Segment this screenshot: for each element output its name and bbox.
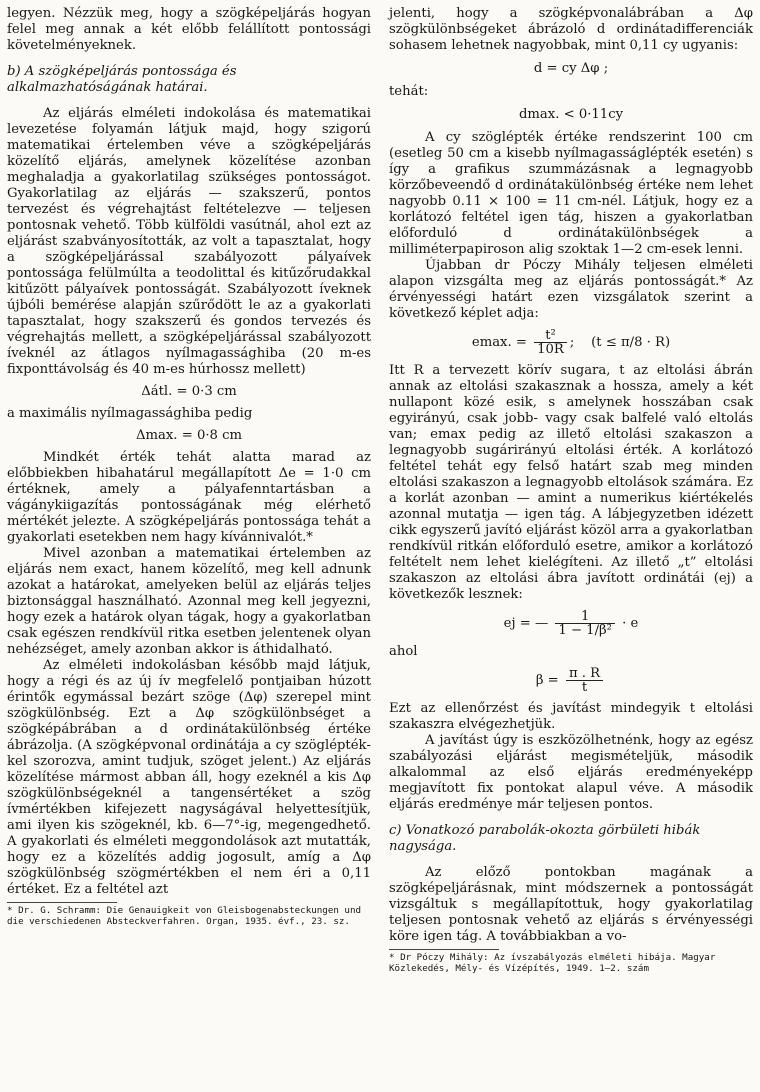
footnote-divider (7, 902, 117, 903)
ej-fraction (555, 610, 615, 637)
paragraph-definitions: Itt R a tervezett körív sugara, t az eltolási ábrán annak az eltolási szakasznak a hossza, amely a két nullapont közé esik, s amelynek hosszában csak egyirányú, csak jobb- vagy csak balfelé való eltolás van; emax pedig az illető eltolási szakaszon a legnagyobb sugárirányú eltolási érték. A korlátozó feltétel tehát egy felső határt szab meg minden eltolási szakaszon a legnagyobb eltolások számára. Ez a korlát azonban — amint a numerikus kiértékelés azonnal mutatja — igen tág. A lábjegyzetben idézett cikk egyszerű javító eljárást közöl arra a gyakorlatban rendkívül ritkán előforduló esetre, amikor a korlátozó feltételt nem lehet kielégíteni. Az illető „t” eltolási szakaszon az eltolási ábra javított ordinátái (ej) a következők lesznek: (389, 363, 753, 602)
equation-emax: emax. = $\frac{\text{t²}}{10R}$ ; (t ≤ π/8 · R) (471, 328, 671, 357)
paragraph-check: Ezt az ellenőrzést és javítást mindegyik t eltolási szakaszra elvégezhetjük. (389, 701, 753, 732)
paragraph-scale: A cy szöglépték értéke rendszerint 100 cm (esetleg 50 cm a kisebb nyílmagasságlépték esetén) s így a grafikus szummázásnak a legnagyobb körzőbeveendő d ordinátakülönbség értéke nem lehet nagyobb 0.11 ⨯ 100 = 11 cm-nél. Látjuk, hogy ez a korlátozó feltétel igen tág, hiszen a gyakorlatban előforduló d ordinátakülönbségek a milliméterpapiroson alig szoktak 1—2 cm-esek lenni. (389, 130, 753, 257)
paragraph-angle-difference: Az elméleti indokolásban később majd látjuk, hogy a régi és az új ív megfelelő pontjaiban húzott érintők egymással bezárt szöge (Δφ) szerepel mint szögkülönbség. Ezt a Δφ szögkülönbséget a szögképábrában a d ordinátakülönbség értéke ábrázolja. (A szögképvonal ordinátája a cy szögléptékkel szorozva, amint tudjuk, szöget jelent.) Az eljárás közelítése mármost abban áll, hogy ezeknél a kis Δφ szögkülönbségeknél a tangensértéket a szög ívmértékben kifejezett nagyságával helyettesítjük, ami ilyen kis szögeknél, kb. 6—7°-ig, megengedhető. A gyakorlati és elméleti meggondolások azt mutatták, hogy ez a közelítés addig jogosult, amíg a Δφ szögkülönbség szögmértékben el nem éri a 0,11 értéket. Ez a feltétel azt (7, 658, 371, 897)
paragraph-both-values: Mindkét érték tehát alatta marad az előbbiekben hibahatárul megállapított Δe = 1·0 cm értéknek, amely a pályafenntartásban a vágánykiigazítás pontosságának még elérhető mértékét jelezte. A szögképeljárás pontossága tehát a gyakorlati esetekben nem hagy kívánnivalót.* (7, 450, 371, 545)
paragraph-continuation: jelenti, hogy a szögképvonalábrában a Δφ szögkülönbségeket ábrázoló d ordinátadifferenciák sohasem lehetnek nagyobbak, mint 0,11 cy ugyanis: (389, 6, 753, 53)
footnote-divider (389, 949, 499, 950)
emax-lhs: emax. = (471, 335, 527, 350)
ej-rhs: · e (622, 616, 639, 631)
footnote-poczy: * Dr Póczy Mihály: Az ívszabályozás elméleti hibája. Magyar Közlekedés, Mély- és Vízépítés, 1949. 1—2. szám (389, 952, 716, 974)
paragraph-repeat: A javítást úgy is eszközölhetnénk, hogy az egész szabályozási eljárást megismételjük, második alkalommal az első eljárás eredményeképp megjavított fix pontokat alapul véve. A második eljárás eredménye már teljesen pontos. (389, 733, 753, 812)
paragraph-previous-points: Az előző pontokban magának a szögképeljárásnak, mint módszernek a pontosságát vizsgáltuk s megállapítottuk, hogy gyakorlatilag teljesen pontosnak vehető az eljárás s érvényességi köre igen tág. A továbbiakban a vo- (389, 865, 753, 944)
paragraph-poczy: Újabban dr Póczy Mihály teljesen elméleti alapon vizsgálta meg az eljárás pontosságát.* Az érvényességi határt ezen vizsgálatok szerint a következő képlet adja: (389, 258, 753, 321)
word-ahol: ahol (389, 644, 418, 659)
intro-paragraph: legyen. Nézzük meg, hogy a szögképeljárás hogyan felel meg annak a két előbb felállított pontossági követelményeknek. (7, 6, 371, 53)
right-column (389, 6, 753, 974)
beta-fraction (566, 667, 603, 694)
paragraph-limits: Mivel azonban a matematikai értelemben az eljárás nem exact, hanem közelítő, meg kell adnunk azokat a határokat, amelyeken belül az eljárás teljes biztonsággal használható. Azonnal meg kell jegyezni, hogy ezek a határok olyan tágak, hogy a gyakorlatban csak egészen rendkívül ritka esetben jelentenek olyan nehézséget, amely azonban akkor is áthidalható. (7, 546, 371, 657)
left-column (7, 6, 371, 927)
word-tehat: tehát: (389, 84, 429, 99)
equation-beta (389, 667, 753, 694)
beta-lhs: β = (535, 673, 559, 688)
equation-max-error: Δmax. = 0·8 cm (135, 428, 242, 443)
section-heading-c: c) Vonatkozó parabolák-okozta görbületi hibák nagysága. (389, 823, 701, 854)
emax-fraction (534, 329, 567, 356)
emax-condition: (t ≤ π/8 · R) (591, 335, 671, 350)
equation-ej (389, 610, 753, 637)
equation-dmax: dmax. < 0·11cy (518, 107, 624, 122)
footnote-schramm: * Dr. G. Schramm: Die Genauigkeit von Gleisbogenabsteckungen und die verschiedenen Absteckverfahren. Organ, 1935. évf., 23. sz. (7, 905, 362, 927)
ej-lhs: ej = — (503, 616, 549, 631)
ej-numerator: 1 (555, 610, 615, 624)
section-heading-b: b) A szögképeljárás pontossága és alkalmazhatóságának határai. (7, 64, 237, 95)
emax-numerator: t² (534, 329, 567, 343)
ej-denominator: 1 − 1/β² (558, 623, 612, 638)
equation-d: d = cy Δφ ; (533, 61, 609, 76)
paragraph-accuracy: Az eljárás elméleti indokolása és matematikai levezetése folyamán látjuk majd, hogy szigorú matematikai értelemben véve a szögképeljárás közelítő eljárás, amelynek közelítése azonban meghaladja a gyakorlatilag szükséges pontosságot. Gyakorlatilag az eljárás — szakszerű, pontos tervezést és végrehajtást feltételezve — teljesen pontosnak vehető. Több külföldi vasútnál, ahol ezt az eljárást szabványosították, az volt a tapasztalat, hogy a szögképeljárással szabályozott pályaívek pontossága felülmúlta a teodolittal és kitűzőrudakkal kitűzött pályaívek pontosságát. Szabályozott íveknek újbóli bemérése alapján szűrődött le az a gyakorlati tapasztalat, hogy szakszerű és gondos tervezés és végrehajtás mellett, a szögképeljárással szabályozott íveknél az átlagos nyílmagassághiba (20 m-es fixponttávolság és 40 m-es húrhossz mellett) (7, 106, 371, 377)
beta-numerator: π . R (566, 667, 603, 681)
paragraph-max-error-intro: a maximális nyílmagassághiba pedig (7, 406, 253, 421)
beta-denominator: t (581, 680, 588, 695)
equation-average-error: Δátl. = 0·3 cm (141, 384, 237, 399)
emax-denominator: 10R (537, 342, 564, 357)
